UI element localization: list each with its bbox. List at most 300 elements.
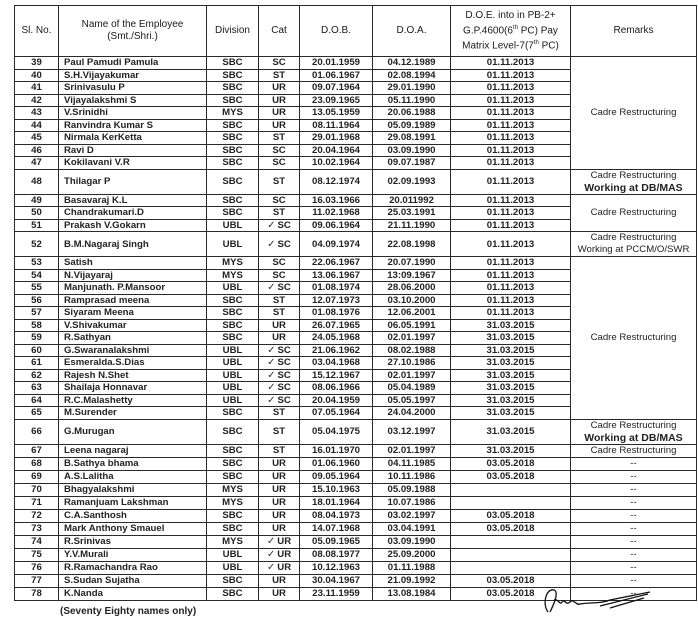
doa-cell: 10.11.1986 (373, 470, 451, 483)
cat-value: SC (277, 282, 291, 294)
remarks-cell: -- (571, 483, 697, 496)
table-row (15, 561, 697, 574)
name-cell: R.C.Malashetty (59, 394, 207, 407)
doa-cell: 08.02.1988 (373, 344, 451, 357)
name-cell: Kokilavani V.R (59, 157, 207, 170)
name-cell: Siyaram Meena (59, 307, 207, 320)
remarks-cell: -- (571, 470, 697, 483)
remark-text: Cadre Restructuring (590, 206, 677, 218)
remark-text: Cadre Restructuring (590, 444, 677, 456)
sl-no-cell: 60 (15, 344, 59, 357)
footer-note: (Seventy Eighty names only) (60, 606, 197, 617)
remarks-cell (571, 169, 697, 194)
name-cell: S.H.Vijayakumar (59, 69, 207, 82)
cat-cell: ST (259, 419, 300, 444)
doe-cell: 01.11.2013 (451, 157, 571, 170)
sl-no-cell: 76 (15, 561, 59, 574)
dob-cell: 20.04.1964 (300, 144, 373, 157)
name-cell: Ravi D (59, 144, 207, 157)
doe-cell: 31.03.2015 (451, 344, 571, 357)
table-header-row (15, 6, 697, 57)
header-doa: D.O.A. (373, 6, 451, 57)
division-cell: SBC (207, 444, 259, 457)
cat-value: SC (277, 238, 291, 250)
division-cell: SBC (207, 82, 259, 95)
cat-cell: UR (259, 94, 300, 107)
sl-no-cell: 65 (15, 407, 59, 420)
dob-cell: 05.09.1965 (300, 535, 373, 548)
table-body (15, 57, 697, 601)
doe-cell (451, 548, 571, 561)
table-row (15, 57, 697, 70)
cat-cell: ST (259, 294, 300, 307)
division-cell: SBC (207, 587, 259, 600)
dob-cell: 08.12.1974 (300, 169, 373, 194)
cat-value: SC (277, 344, 291, 356)
dob-cell: 26.07.1965 (300, 319, 373, 332)
doa-cell: 20.011992 (373, 194, 451, 207)
division-cell: MYS (207, 496, 259, 509)
doa-cell: 02.01.1997 (373, 369, 451, 382)
table-row (15, 470, 697, 483)
name-cell: B.Sathya bhama (59, 457, 207, 470)
cat-cell (259, 369, 300, 382)
doa-cell: 06.05.1991 (373, 319, 451, 332)
division-cell: SBC (207, 207, 259, 220)
doe-cell: 31.03.2015 (451, 332, 571, 345)
doe-cell: 31.03.2015 (451, 382, 571, 395)
remarks-cell (571, 57, 697, 170)
table-row (15, 535, 697, 548)
division-cell: UBL (207, 394, 259, 407)
cat-value: SC (277, 369, 291, 381)
doa-cell: 05.11.1990 (373, 94, 451, 107)
division-cell: MYS (207, 269, 259, 282)
cat-value: SC (277, 219, 291, 231)
remarks-cell (571, 232, 697, 257)
name-cell: Basavaraj K.L (59, 194, 207, 207)
name-cell: Leena nagaraj (59, 444, 207, 457)
cat-cell: UR (259, 483, 300, 496)
doa-cell: 05.05.1997 (373, 394, 451, 407)
division-cell: SBC (207, 332, 259, 345)
dob-cell: 24.05.1968 (300, 332, 373, 345)
cat-cell: SC (259, 269, 300, 282)
doe-cell: 01.11.2013 (451, 94, 571, 107)
cat-cell: SC (259, 57, 300, 70)
doe-cell (451, 496, 571, 509)
dob-cell: 23.11.1959 (300, 587, 373, 600)
sl-no-cell: 45 (15, 132, 59, 145)
table-row (15, 169, 697, 194)
checkmark-icon: ✓ (267, 282, 276, 294)
division-cell: UBL (207, 232, 259, 257)
doa-cell: 02.08.1994 (373, 69, 451, 82)
dob-cell: 08.11.1964 (300, 119, 373, 132)
cat-cell: ST (259, 132, 300, 145)
dob-cell: 13.05.1959 (300, 107, 373, 120)
sl-no-cell: 56 (15, 294, 59, 307)
doe-cell: 31.03.2015 (451, 369, 571, 382)
doe-cell: 31.03.2015 (451, 394, 571, 407)
cat-cell: SC (259, 157, 300, 170)
remark-text: Working at DB/MAS (584, 181, 683, 194)
division-cell: SBC (207, 457, 259, 470)
division-cell: UBL (207, 219, 259, 232)
table-row (15, 496, 697, 509)
name-cell: B.M.Nagaraj Singh (59, 232, 207, 257)
sl-no-cell: 64 (15, 394, 59, 407)
remark-text: Cadre Restructuring (590, 106, 677, 118)
sl-no-cell: 49 (15, 194, 59, 207)
sl-no-cell: 41 (15, 82, 59, 95)
sl-no-cell: 59 (15, 332, 59, 345)
remark-text: Working at DB/MAS (584, 431, 683, 444)
doe-cell: 01.11.2013 (451, 257, 571, 270)
checkmark-icon: ✓ (267, 238, 276, 250)
division-cell: UBL (207, 344, 259, 357)
name-cell: M.Surender (59, 407, 207, 420)
checkmark-icon: ✓ (267, 357, 276, 369)
dob-cell: 23.09.1965 (300, 94, 373, 107)
dob-cell: 10.02.1964 (300, 157, 373, 170)
cat-cell: UR (259, 496, 300, 509)
doa-cell: 02.01.1997 (373, 444, 451, 457)
cat-cell: SC (259, 144, 300, 157)
division-cell: SBC (207, 144, 259, 157)
checkmark-icon: ✓ (267, 394, 276, 406)
header-name: Name of the Employee (Smt./Shri.) (59, 6, 207, 57)
cat-value: SC (277, 394, 291, 406)
cat-value: UR (277, 562, 292, 573)
doe-cell: 31.03.2015 (451, 319, 571, 332)
doa-cell: 03.09.1990 (373, 144, 451, 157)
sl-no-cell: 70 (15, 483, 59, 496)
division-cell: UBL (207, 561, 259, 574)
doa-cell: 21.11.1990 (373, 219, 451, 232)
dob-cell: 01.08.1976 (300, 307, 373, 320)
doe-cell: 01.11.2013 (451, 232, 571, 257)
sl-no-cell: 78 (15, 587, 59, 600)
dob-cell: 16.01.1970 (300, 444, 373, 457)
doa-cell: 28.06.2000 (373, 282, 451, 295)
dob-cell: 05.04.1975 (300, 419, 373, 444)
doa-cell: 24.04.2000 (373, 407, 451, 420)
remarks-cell (571, 257, 697, 420)
employee-table (14, 5, 697, 601)
sl-no-cell: 67 (15, 444, 59, 457)
doa-cell: 27.10.1986 (373, 357, 451, 370)
cat-cell: UR (259, 457, 300, 470)
division-cell: SBC (207, 509, 259, 522)
dob-cell: 21.06.1962 (300, 344, 373, 357)
name-cell: Thilagar P (59, 169, 207, 194)
cat-value: UR (277, 536, 292, 547)
header-cat: Cat (259, 6, 300, 57)
remarks-cell (571, 444, 697, 457)
sl-no-cell: 73 (15, 522, 59, 535)
name-cell: C.A.Santhosh (59, 509, 207, 522)
checkmark-icon: ✓ (267, 219, 276, 231)
cat-cell: ST (259, 207, 300, 220)
sl-no-cell: 66 (15, 419, 59, 444)
name-cell: K.Nanda (59, 587, 207, 600)
doa-cell: 25.09.2000 (373, 548, 451, 561)
remarks-cell: -- (571, 522, 697, 535)
dob-cell: 18.01.1964 (300, 496, 373, 509)
checkmark-icon: ✓ (266, 536, 276, 547)
doa-cell: 03.09.1990 (373, 535, 451, 548)
remark-text: Cadre Restructuring (590, 331, 677, 343)
division-cell: SBC (207, 194, 259, 207)
table-row (15, 522, 697, 535)
table-row (15, 444, 697, 457)
doa-cell: 20.06.1988 (373, 107, 451, 120)
table-row (15, 232, 697, 257)
dob-cell: 04.09.1974 (300, 232, 373, 257)
checkmark-icon: ✓ (266, 562, 276, 573)
dob-cell: 01.06.1960 (300, 457, 373, 470)
name-cell: G.Murugan (59, 419, 207, 444)
dob-cell: 09.06.1964 (300, 219, 373, 232)
dob-cell: 30.04.1967 (300, 574, 373, 587)
cat-value: SC (277, 382, 291, 394)
cat-cell: UR (259, 332, 300, 345)
doa-cell: 22.08.1998 (373, 232, 451, 257)
name-cell: Paul Pamudi Pamula (59, 57, 207, 70)
name-cell: Esmeralda.S.Dias (59, 357, 207, 370)
sl-no-cell: 43 (15, 107, 59, 120)
cat-cell (259, 394, 300, 407)
cat-cell: SC (259, 257, 300, 270)
cat-cell (259, 282, 300, 295)
doe-cell: 01.11.2013 (451, 207, 571, 220)
name-cell: G.Swaranalakshmi (59, 344, 207, 357)
doa-cell: 05.09.1988 (373, 483, 451, 496)
name-cell: Shailaja Honnavar (59, 382, 207, 395)
cat-cell: ST (259, 444, 300, 457)
remarks-cell: -- (571, 574, 697, 587)
sl-no-cell: 69 (15, 470, 59, 483)
dob-cell: 16.03.1966 (300, 194, 373, 207)
sl-no-cell: 44 (15, 119, 59, 132)
sl-no-cell: 51 (15, 219, 59, 232)
doe-cell: 01.11.2013 (451, 169, 571, 194)
doe-cell: 01.11.2013 (451, 294, 571, 307)
doa-cell: 03.12.1997 (373, 419, 451, 444)
doa-cell: 02.01.1997 (373, 332, 451, 345)
table-row (15, 548, 697, 561)
cat-cell: UR (259, 319, 300, 332)
doa-cell: 03.04.1991 (373, 522, 451, 535)
name-cell: Y.V.Murali (59, 548, 207, 561)
division-cell: UBL (207, 369, 259, 382)
doa-cell: 13.08.1984 (373, 587, 451, 600)
sl-no-cell: 42 (15, 94, 59, 107)
table-row (15, 194, 697, 207)
division-cell: SBC (207, 319, 259, 332)
dob-cell: 14.07.1968 (300, 522, 373, 535)
signature-icon (540, 584, 660, 616)
table-row (15, 457, 697, 470)
cat-cell: UR (259, 587, 300, 600)
division-cell: SBC (207, 169, 259, 194)
name-cell: Nirmala KerKetta (59, 132, 207, 145)
sl-no-cell: 40 (15, 69, 59, 82)
cat-cell: UR (259, 509, 300, 522)
sl-no-cell: 54 (15, 269, 59, 282)
doa-cell: 03.10.2000 (373, 294, 451, 307)
remarks-cell: -- (571, 457, 697, 470)
name-cell: Srinivasulu P (59, 82, 207, 95)
doe-cell: 01.11.2013 (451, 107, 571, 120)
sl-no-cell: 53 (15, 257, 59, 270)
doe-cell: 03.05.2018 (451, 522, 571, 535)
division-cell: SBC (207, 119, 259, 132)
sl-no-cell: 39 (15, 57, 59, 70)
sl-no-cell: 46 (15, 144, 59, 157)
name-cell: Vijayalakshmi S (59, 94, 207, 107)
division-cell: UBL (207, 548, 259, 561)
sl-no-cell: 58 (15, 319, 59, 332)
doe-cell: 31.03.2015 (451, 444, 571, 457)
checkmark-icon: ✓ (267, 369, 276, 381)
name-cell: R.Sathyan (59, 332, 207, 345)
remarks-cell: -- (571, 587, 697, 600)
sl-no-cell: 62 (15, 369, 59, 382)
cat-cell: ST (259, 169, 300, 194)
header-division: Division (207, 6, 259, 57)
doe-cell: 01.11.2013 (451, 57, 571, 70)
doa-cell: 25.03.1991 (373, 207, 451, 220)
division-cell: MYS (207, 107, 259, 120)
remarks-cell: -- (571, 548, 697, 561)
name-cell: R.Srinivas (59, 535, 207, 548)
doe-cell: 01.11.2013 (451, 82, 571, 95)
doa-cell: 04.12.1989 (373, 57, 451, 70)
division-cell: SBC (207, 132, 259, 145)
name-cell: Chandrakumari.D (59, 207, 207, 220)
name-cell: Rajesh N.Shet (59, 369, 207, 382)
doe-cell: 01.11.2013 (451, 194, 571, 207)
name-cell: Manjunath. P.Mansoor (59, 282, 207, 295)
header-dob: D.O.B. (300, 6, 373, 57)
name-cell: Satish (59, 257, 207, 270)
dob-cell: 20.01.1959 (300, 57, 373, 70)
name-cell: S.Sudan Sujatha (59, 574, 207, 587)
dob-cell: 08.08.1977 (300, 548, 373, 561)
name-cell: A.S.Lalitha (59, 470, 207, 483)
division-cell: SBC (207, 522, 259, 535)
doa-cell: 13:09.1967 (373, 269, 451, 282)
cat-cell (259, 357, 300, 370)
checkmark-icon: ✓ (267, 382, 276, 394)
division-cell: UBL (207, 357, 259, 370)
doa-cell: 04.11.1985 (373, 457, 451, 470)
dob-cell: 09.07.1964 (300, 82, 373, 95)
division-cell: SBC (207, 470, 259, 483)
dob-cell: 20.04.1959 (300, 394, 373, 407)
remark-text: Cadre Restructuring (590, 232, 677, 243)
dob-cell: 07.05.1964 (300, 407, 373, 420)
checkmark-icon: ✓ (266, 549, 276, 560)
dob-cell: 01.06.1967 (300, 69, 373, 82)
name-cell: V.Shivakumar (59, 319, 207, 332)
dob-cell: 15.10.1963 (300, 483, 373, 496)
table-row (15, 483, 697, 496)
cat-cell: UR (259, 119, 300, 132)
doa-cell: 20.07.1990 (373, 257, 451, 270)
name-cell: Mark Anthony Smauel (59, 522, 207, 535)
dob-cell: 11.02.1968 (300, 207, 373, 220)
doe-cell (451, 535, 571, 548)
name-cell: Prakash V.Gokarn (59, 219, 207, 232)
doa-cell: 29.08.1991 (373, 132, 451, 145)
sl-no-cell: 74 (15, 535, 59, 548)
sl-no-cell: 75 (15, 548, 59, 561)
dob-cell: 12.07.1973 (300, 294, 373, 307)
cat-value: UR (277, 549, 292, 560)
employee-list-document (14, 5, 696, 601)
doa-cell: 12.06.2001 (373, 307, 451, 320)
cat-cell (259, 382, 300, 395)
table-row (15, 257, 697, 270)
remarks-cell (571, 194, 697, 232)
doe-cell: 31.03.2015 (451, 357, 571, 370)
doe-cell: 03.05.2018 (451, 587, 571, 600)
dob-cell: 08.06.1966 (300, 382, 373, 395)
remark-text: Cadre Restructuring (590, 419, 677, 431)
division-cell: SBC (207, 94, 259, 107)
doa-cell: 29.01.1990 (373, 82, 451, 95)
division-cell: SBC (207, 157, 259, 170)
name-cell: N.Vijayaraj (59, 269, 207, 282)
sl-no-cell: 61 (15, 357, 59, 370)
doe-cell: 03.05.2018 (451, 457, 571, 470)
checkmark-icon: ✓ (267, 344, 276, 356)
cat-cell: ST (259, 407, 300, 420)
dob-cell: 10.12.1963 (300, 561, 373, 574)
doa-cell: 09.07.1987 (373, 157, 451, 170)
cat-cell: UR (259, 470, 300, 483)
doe-cell: 31.03.2015 (451, 407, 571, 420)
header-doe: D.O.E. into in PB-2+ G.P.4600(6th PC) Pay Matrix Level-7(7th PC) (451, 6, 571, 57)
doa-cell: 05.09.1989 (373, 119, 451, 132)
dob-cell: 01.08.1974 (300, 282, 373, 295)
sl-no-cell: 48 (15, 169, 59, 194)
header-sl-no: Sl. No. (15, 6, 59, 57)
remarks-cell: -- (571, 535, 697, 548)
dob-cell: 09.05.1964 (300, 470, 373, 483)
division-cell: MYS (207, 483, 259, 496)
doa-cell: 01.11.1988 (373, 561, 451, 574)
name-cell: Ramprasad meena (59, 294, 207, 307)
cat-cell (259, 535, 300, 548)
sl-no-cell: 50 (15, 207, 59, 220)
name-cell: V.Srinidhi (59, 107, 207, 120)
doa-cell: 21.09.1992 (373, 574, 451, 587)
dob-cell: 03.04.1968 (300, 357, 373, 370)
doe-cell: 01.11.2013 (451, 282, 571, 295)
dob-cell: 22.06.1967 (300, 257, 373, 270)
doa-cell: 05.04.1989 (373, 382, 451, 395)
dob-cell: 13.06.1967 (300, 269, 373, 282)
name-cell: Ramanjuam Lakshman (59, 496, 207, 509)
name-cell: Ranvindra Kumar S (59, 119, 207, 132)
doe-cell: 01.11.2013 (451, 119, 571, 132)
division-cell: UBL (207, 282, 259, 295)
division-cell: SBC (207, 407, 259, 420)
